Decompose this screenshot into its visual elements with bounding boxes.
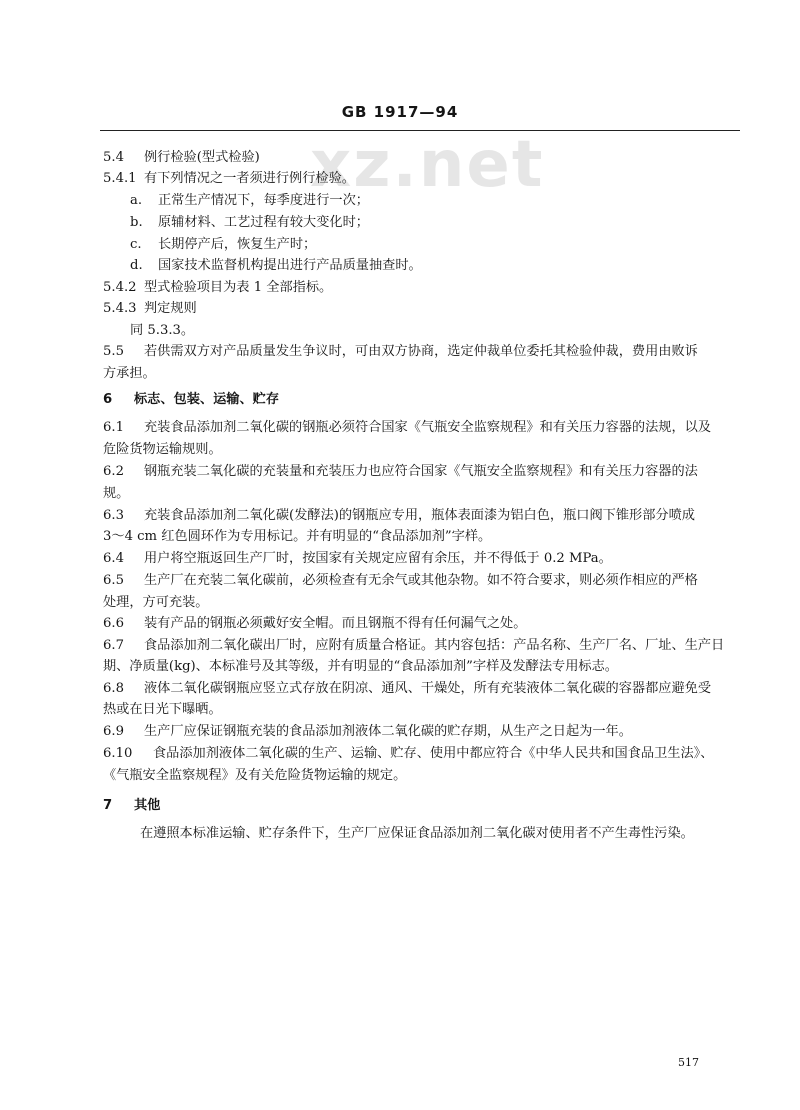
clause-6-4 — [103, 547, 612, 566]
clause-6-10 — [103, 742, 713, 761]
clause-6-1 — [103, 416, 711, 435]
clause-6-8 — [103, 677, 711, 696]
line-number: 6.3 — [103, 508, 124, 523]
clause-6-5 — [103, 569, 698, 588]
line-number: c. — [130, 237, 142, 252]
line-text: 危险货物运输规则。 — [103, 442, 222, 457]
clause-6-9 — [103, 720, 632, 739]
line-number: 6.2 — [103, 464, 124, 479]
standard-header: GB 1917—94 — [341, 103, 459, 121]
line-text: 充装食品添加剂二氧化碳(发酵法)的钢瓶应专用，瓶体表面漆为铝白色，瓶口阀下锥形部分喷成 — [144, 508, 695, 523]
clause-6-3-cont — [103, 525, 491, 544]
line-text: 生产厂在充装二氧化碳前，必须检查有无余气或其他杂物。如不符合要求，则必须作相应的严格 — [144, 573, 698, 588]
clause-5-5-cont — [103, 362, 156, 381]
line-number: 5.4.1 — [103, 171, 137, 186]
line-number: 6.4 — [103, 551, 124, 566]
line-text: 规。 — [103, 486, 130, 501]
clause-6-3 — [103, 504, 695, 523]
line-number: a. — [130, 193, 143, 208]
clause-5-5 — [103, 340, 698, 359]
clause-6-5-cont — [103, 591, 209, 610]
clause-6-2-cont — [103, 482, 129, 501]
line-text: 原辅材料、工艺过程有较大变化时； — [158, 215, 369, 230]
line-text: 正常生产情况下，每季度进行一次； — [158, 193, 369, 208]
section-7-heading — [103, 794, 160, 813]
section-title: 其他 — [134, 798, 161, 813]
line-text: 食品添加剂二氧化碳出厂时，应附有质量合格证。其内容包括：产品名称、生产厂名、厂址、生产日 — [144, 638, 725, 653]
line-number: 6.5 — [103, 573, 124, 588]
page-number: 517 — [678, 1056, 699, 1069]
line-text: 《气瓶安全监察规程》及有关危险货物运输的规定。 — [103, 768, 407, 783]
line-number: b. — [130, 215, 143, 230]
line-text: 在遵照本标准运输、贮存条件下，生产厂应保证食品添加剂二氧化碳对使用者不产生毒性污染。 — [140, 826, 694, 841]
line-text: 长期停产后，恢复生产时； — [158, 237, 317, 252]
line-number: 5.5 — [103, 344, 124, 359]
line-text: 充装食品添加剂二氧化碳的钢瓶必须符合国家《气瓶安全监察规程》和有关压力容器的法规，以及 — [144, 420, 712, 435]
clause-6-8-cont — [103, 698, 222, 717]
line-text: 有下列情况之一者须进行例行检验。 — [144, 171, 355, 186]
line-number: 6.6 — [103, 616, 124, 631]
line-text: 同 5.3.3。 — [130, 323, 195, 338]
line-number: 6.8 — [103, 681, 124, 696]
line-number: 7 — [103, 798, 113, 813]
clause-6-7-cont — [103, 655, 618, 674]
line-number: 6.1 — [103, 420, 124, 435]
clause-6-1-cont — [103, 438, 222, 457]
line-number: 5.4.3 — [103, 301, 137, 316]
watermark: xz.net — [310, 128, 545, 202]
line-text: 装有产品的钢瓶必须戴好安全帽。而且钢瓶不得有任何漏气之处。 — [144, 616, 527, 631]
line-number: 6.9 — [103, 724, 124, 739]
section-title: 标志、包装、运输、贮存 — [134, 392, 280, 407]
clause-6-10-cont — [103, 764, 406, 783]
line-text: 处理，方可充装。 — [103, 595, 209, 610]
line-text: 液体二氧化碳钢瓶应竖立式存放在阴凉、通风、干燥处，所有充装液体二氧化碳的容器都应避免受 — [144, 681, 712, 696]
item-d — [130, 254, 422, 273]
line-number: 5.4.2 — [103, 280, 137, 295]
line-text: 型式检验项目为表 1 全部指标。 — [144, 280, 333, 295]
line-text: 生产厂应保证钢瓶充装的食品添加剂液体二氧化碳的贮存期，从生产之日起为一年。 — [144, 724, 632, 739]
line-number: d. — [130, 258, 143, 273]
section-5-4 — [103, 146, 260, 165]
section-6-heading — [103, 388, 279, 407]
clause-5-4-3-body — [130, 319, 194, 338]
section-7-body — [140, 822, 694, 841]
line-text: 3～4 cm 红色圆环作为专用标记。并有明显的“食品添加剂”字样。 — [103, 529, 492, 544]
line-text: 判定规则 — [144, 301, 197, 316]
line-text: 国家技术监督机构提出进行产品质量抽查时。 — [158, 258, 422, 273]
line-text: 方承担。 — [103, 366, 156, 381]
line-number: 6.7 — [103, 638, 124, 653]
item-c — [130, 233, 316, 252]
line-number: 6 — [103, 392, 113, 407]
clause-6-2 — [103, 460, 698, 479]
clause-6-6 — [103, 612, 526, 631]
clause-6-7 — [103, 634, 724, 653]
line-text: 食品添加剂液体二氧化碳的生产、运输、贮存、使用中都应符合《中华人民共和国食品卫生法》、 — [153, 746, 714, 761]
item-b — [130, 211, 369, 230]
clause-5-4-3 — [103, 297, 197, 316]
line-text: 例行检验(型式检验) — [144, 150, 260, 165]
line-number: 5.4 — [103, 150, 124, 165]
line-text: 钢瓶充装二氧化碳的充装量和充装压力也应符合国家《气瓶安全监察规程》和有关压力容器的法 — [144, 464, 698, 479]
clause-5-4-1 — [103, 167, 355, 186]
item-a — [130, 189, 369, 208]
line-text: 若供需双方对产品质量发生争议时，可由双方协商，选定仲裁单位委托其检验仲裁，费用由败诉 — [144, 344, 698, 359]
line-text: 期、净质量(kg)、本标准号及其等级，并有明显的“食品添加剂”字样及发酵法专用标志。 — [103, 659, 618, 674]
clause-5-4-2 — [103, 276, 332, 295]
line-text: 热或在日光下曝晒。 — [103, 702, 222, 717]
line-number: 6.10 — [103, 746, 133, 761]
line-text: 用户将空瓶返回生产厂时，按国家有关规定应留有余压，并不得低于 0.2 MPa。 — [144, 551, 612, 566]
